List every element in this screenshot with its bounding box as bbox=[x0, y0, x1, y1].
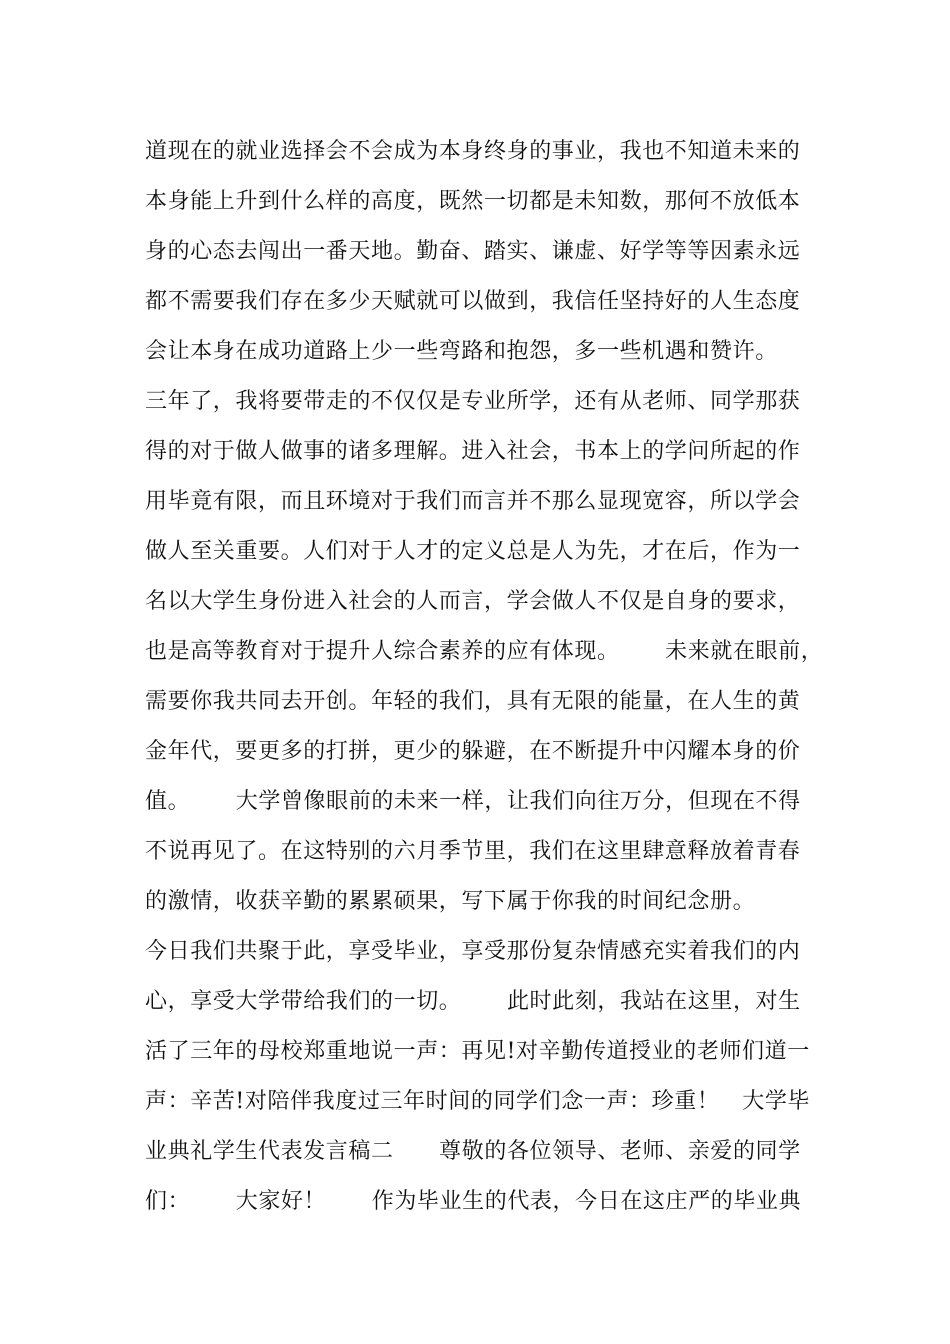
text-line: 本身能上升到什么样的高度，既然一切都是未知数，那何不放低本 bbox=[145, 189, 801, 214]
text-line: 心，享受大学带给我们的一切。 此时此刻，我站在这里，对生 bbox=[145, 989, 801, 1014]
text-line: 得的对于做人做事的诸多理解。进入社会，书本上的学问所起的作 bbox=[145, 439, 801, 464]
text-line: 也是高等教育对于提升人综合素养的应有体现。 未来就在眼前， bbox=[145, 639, 824, 664]
text-line: 业典礼学生代表发言稿二 尊敬的各位领导、老师、亲爱的同学 bbox=[145, 1139, 801, 1164]
text-line: 值。 大学曾像眼前的未来一样，让我们向往万分，但现在不得 bbox=[145, 789, 801, 814]
text-line: 都不需要我们存在多少天赋就可以做到，我信任坚持好的人生态度 bbox=[145, 289, 801, 314]
text-line: 做人至关重要。人们对于人才的定义总是人为先，才在后，作为一 bbox=[145, 539, 801, 564]
text-line: 声：辛苦!对陪伴我度过三年时间的同学们念一声：珍重！ 大学毕 bbox=[145, 1089, 811, 1114]
text-line: 会让本身在成功道路上少一些弯路和抱怨，多一些机遇和赞许。 bbox=[145, 339, 778, 364]
text-line: 不说再见了。在这特别的六月季节里，我们在这里肆意释放着青春 bbox=[145, 839, 801, 864]
document-body bbox=[145, 130, 825, 1230]
text-line: 道现在的就业选择会不会成为本身终身的事业，我也不知道未来的 bbox=[145, 139, 801, 164]
text-line: 需要你我共同去开创。年轻的我们，具有无限的能量，在人生的黄 bbox=[145, 689, 801, 714]
text-line: 用毕竟有限，而且环境对于我们而言并不那么显现宽容，所以学会 bbox=[145, 489, 801, 514]
text-line: 身的心态去闯出一番天地。勤奋、踏实、谦虚、好学等等因素永远 bbox=[145, 239, 801, 264]
text-line: 活了三年的母校郑重地说一声：再见!对辛勤传道授业的老师们道一 bbox=[145, 1039, 810, 1064]
text-line: 今日我们共聚于此，享受毕业，享受那份复杂情感充实着我们的内 bbox=[145, 939, 801, 964]
text-line: 金年代，要更多的打拼，更少的躲避，在不断提升中闪耀本身的价 bbox=[145, 739, 801, 764]
text-line: 三年了，我将要带走的不仅仅是专业所学，还有从老师、同学那获 bbox=[145, 389, 801, 414]
text-line: 们： 大家好！ 作为毕业生的代表，今日在这庄严的毕业典 bbox=[145, 1189, 802, 1214]
text-line: 的激情，收获辛勤的累累硕果，写下属于你我的时间纪念册。 bbox=[145, 889, 756, 914]
text-line: 名以大学生身份进入社会的人而言，学会做人不仅是自身的要求， bbox=[145, 589, 801, 614]
